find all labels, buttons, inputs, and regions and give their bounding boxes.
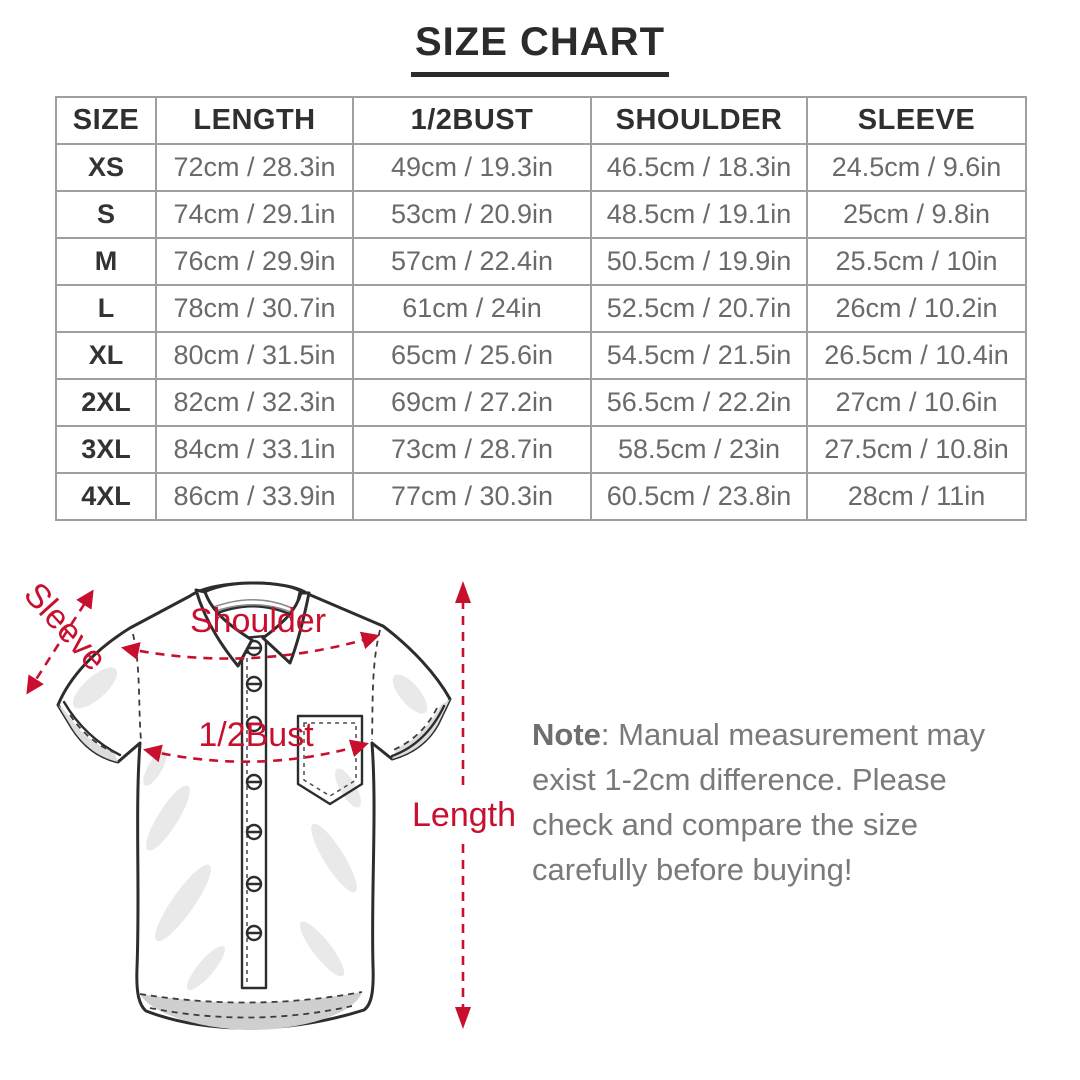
column-header-bust: 1/2BUST [353,97,591,144]
measurement-cell: 73cm / 28.7in [353,426,591,473]
measurement-cell: 26.5cm / 10.4in [807,332,1026,379]
measurement-cell: 69cm / 27.2in [353,379,591,426]
measurement-cell: 77cm / 30.3in [353,473,591,520]
table-row [56,238,1026,285]
measurement-cell: 84cm / 33.1in [156,426,353,473]
measurement-cell: 60.5cm / 23.8in [591,473,807,520]
size-cell: 3XL [56,426,156,473]
size-cell: XL [56,332,156,379]
table-wrap [55,96,1025,521]
column-header-size: SIZE [56,97,156,144]
note-label: Note [532,717,601,752]
shoulder-label: Shoulder [189,602,327,640]
measurement-cell: 56.5cm / 22.2in [591,379,807,426]
measurement-cell: 82cm / 32.3in [156,379,353,426]
size-cell: XS [56,144,156,191]
size-cell: M [56,238,156,285]
measurement-cell: 65cm / 25.6in [353,332,591,379]
measurement-cell: 57cm / 22.4in [353,238,591,285]
measurement-cell: 27cm / 10.6in [807,379,1026,426]
measurement-cell: 72cm / 28.3in [156,144,353,191]
size-cell: L [56,285,156,332]
table-row [56,191,1026,238]
measurement-cell: 61cm / 24in [353,285,591,332]
measurement-cell: 28cm / 11in [807,473,1026,520]
measurement-cell: 74cm / 29.1in [156,191,353,238]
size-cell: 4XL [56,473,156,520]
measurement-cell: 25.5cm / 10in [807,238,1026,285]
bust-label: 1/2Bust [198,716,314,754]
table-row [56,144,1026,191]
measurement-cell: 24.5cm / 9.6in [807,144,1026,191]
measurement-cell: 25cm / 9.8in [807,191,1026,238]
page-title: SIZE CHART [411,20,669,77]
measurement-cell: 46.5cm / 18.3in [591,144,807,191]
size-cell: S [56,191,156,238]
measurement-cell: 80cm / 31.5in [156,332,353,379]
sleeve-label: Sleeve [16,575,115,678]
measurement-cell: 26cm / 10.2in [807,285,1026,332]
column-header-sleeve: SLEEVE [807,97,1026,144]
shirt-measurement-diagram [0,556,540,1080]
header-row [56,97,1026,144]
measurement-cell: 27.5cm / 10.8in [807,426,1026,473]
measurement-cell: 50.5cm / 19.9in [591,238,807,285]
note-text: : Manual measurement may exist 1-2cm difference. Please check and compare the size carefully before buying! [532,717,986,887]
measurement-cell: 52.5cm / 20.7in [591,285,807,332]
table-row [56,426,1026,473]
length-label: Length [412,796,516,834]
column-header-shoulder: SHOULDER [591,97,807,144]
size-chart-table [55,96,1027,521]
size-cell: 2XL [56,379,156,426]
column-header-length: LENGTH [156,97,353,144]
measurement-cell: 58.5cm / 23in [591,426,807,473]
measurement-cell: 48.5cm / 19.1in [591,191,807,238]
note [532,712,1016,892]
measurement-cell: 86cm / 33.9in [156,473,353,520]
table-row [56,379,1026,426]
measurement-cell: 76cm / 29.9in [156,238,353,285]
table-row [56,473,1026,520]
measurement-cell: 78cm / 30.7in [156,285,353,332]
measurement-cell: 49cm / 19.3in [353,144,591,191]
table-row [56,332,1026,379]
table-row [56,285,1026,332]
title-wrap [0,20,1080,77]
shirt-body [58,583,450,1028]
measurement-cell: 53cm / 20.9in [353,191,591,238]
measurement-cell: 54.5cm / 21.5in [591,332,807,379]
